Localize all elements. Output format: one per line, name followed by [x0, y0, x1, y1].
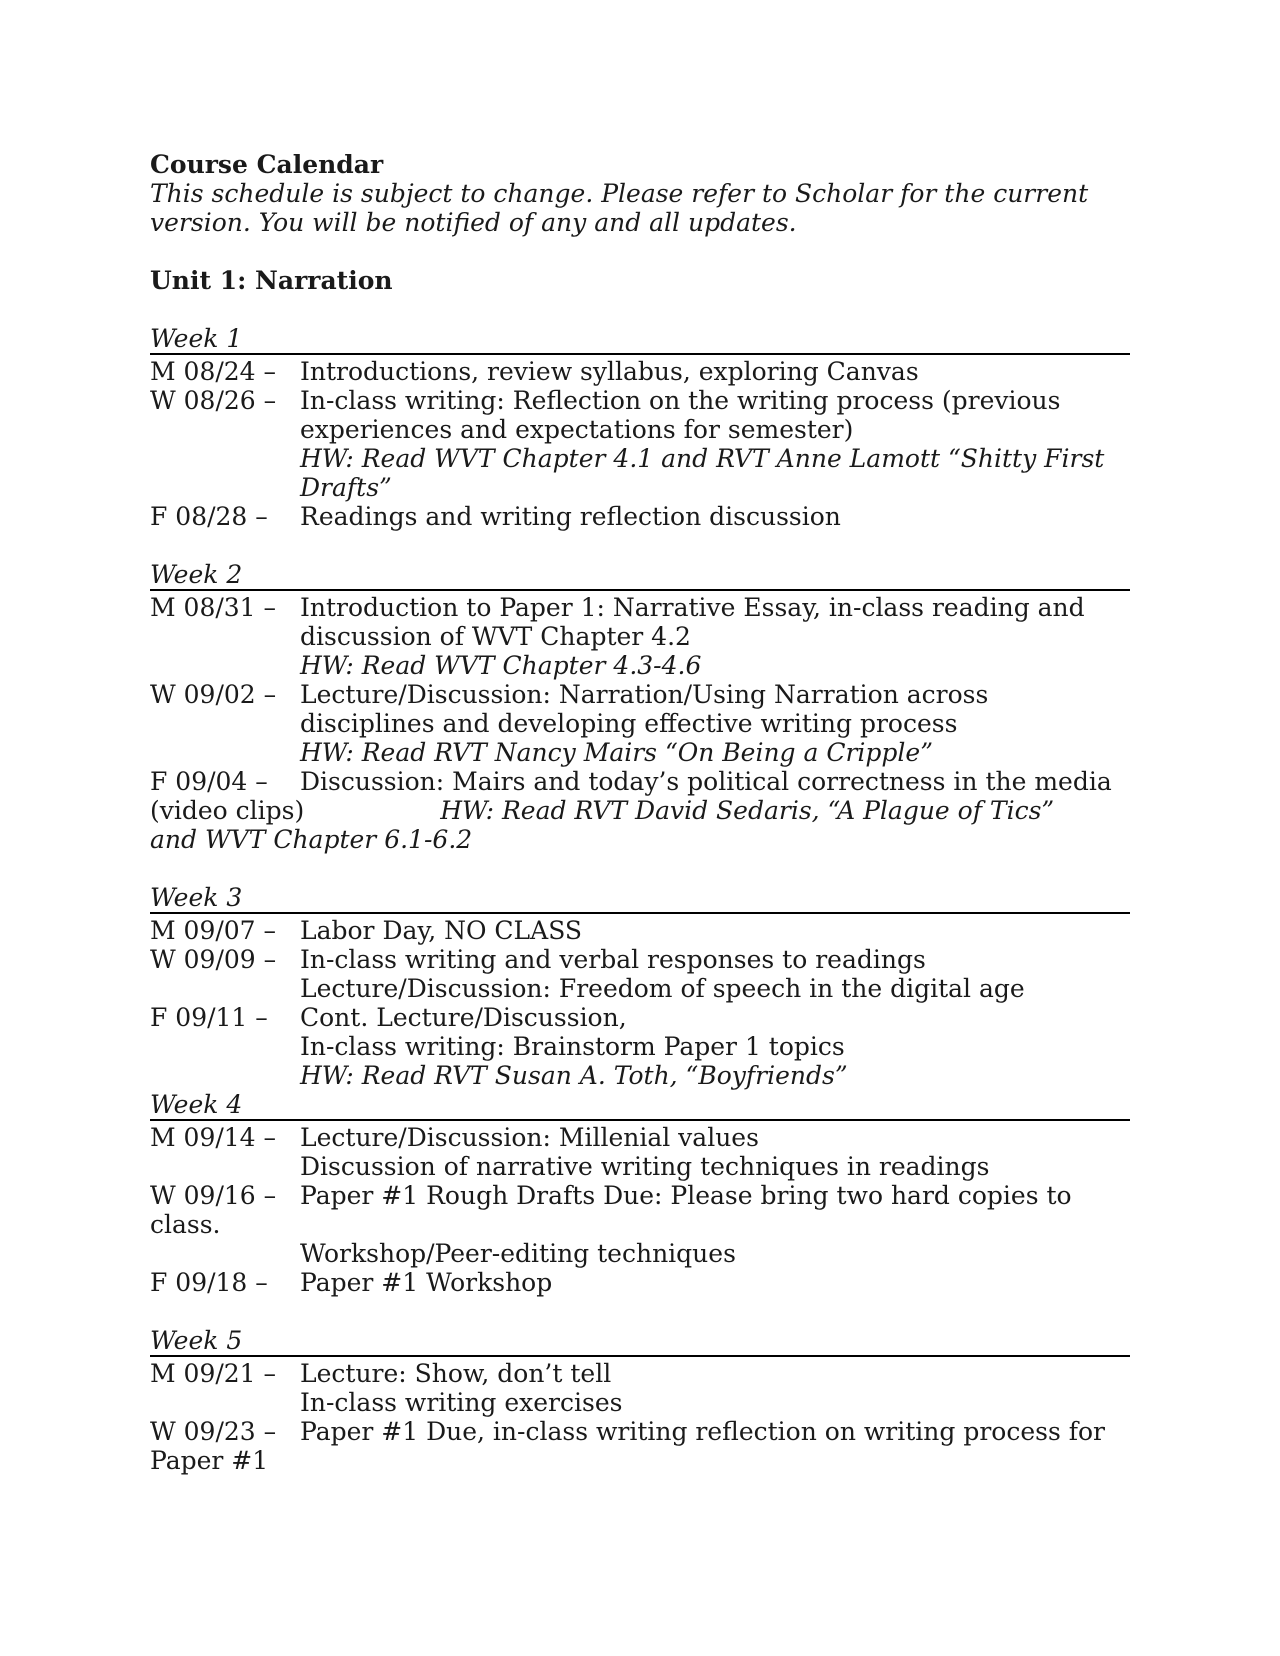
description-line: Lecture: Show, don’t tell — [300, 1359, 612, 1388]
class-description — [300, 1181, 1130, 1210]
class-description — [300, 1268, 1130, 1297]
schedule-row — [150, 767, 1130, 796]
class-date: M 09/07 – — [150, 916, 277, 945]
week-heading: Week 2 — [150, 560, 1130, 591]
description-line: Lecture/Discussion: Freedom of speech in the digital age — [300, 974, 1025, 1003]
description-line: Workshop/Peer-editing techniques — [300, 1239, 736, 1268]
week-heading: Week 3 — [150, 883, 1130, 914]
homework-line: and WVT Chapter 6.1-6.2 — [150, 825, 473, 854]
class-description — [300, 502, 1130, 531]
description-line: In-class writing: Brainstorm Paper 1 topics — [300, 1032, 845, 1061]
class-date: M 08/31 – — [150, 593, 277, 622]
schedule-row — [150, 502, 1130, 531]
week-5 — [150, 1326, 1130, 1475]
schedule-row — [150, 1417, 1130, 1446]
description-line: disciplines and developing effective writing process — [300, 709, 958, 738]
class-date: F 08/28 – — [150, 502, 268, 531]
unit-title: Unit 1: Narration — [150, 266, 393, 295]
schedule-row — [150, 1003, 1130, 1090]
week-heading: Week 1 — [150, 324, 1130, 355]
class-description — [300, 680, 1130, 767]
schedule-row — [150, 945, 1130, 1003]
description-line: Readings and writing reflection discussion — [300, 502, 841, 531]
week-heading: Week 4 — [150, 1090, 1130, 1121]
schedule-row-continued — [150, 1239, 1130, 1268]
class-date: M 09/21 – — [150, 1359, 277, 1388]
schedule-notice — [150, 179, 1130, 237]
class-date: W 09/16 – — [150, 1181, 277, 1210]
week-4 — [150, 1090, 1130, 1297]
notice-line: This schedule is subject to change. Please refer to Scholar for the current — [150, 179, 1089, 208]
class-date: F 09/11 – — [150, 1003, 268, 1032]
description-wrap: (video clips) — [150, 796, 305, 825]
schedule-row — [150, 357, 1130, 386]
class-date: W 08/26 – — [150, 386, 277, 415]
class-date: W 09/09 – — [150, 945, 277, 974]
description-line: experiences and expectations for semester) — [300, 415, 854, 444]
class-date: M 08/24 – — [150, 357, 277, 386]
class-date: M 09/14 – — [150, 1123, 277, 1152]
schedule-row — [150, 680, 1130, 767]
class-date: F 09/04 – — [150, 767, 268, 796]
description-line: Introductions, review syllabus, exploring Canvas — [300, 357, 919, 386]
class-description — [300, 767, 1130, 796]
schedule-row — [150, 593, 1130, 680]
description-line: Introduction to Paper 1: Narrative Essay, in-class reading and — [300, 593, 1085, 622]
schedule-row — [150, 386, 1130, 502]
description-line: In-class writing: Reflection on the writing process (previous — [300, 386, 1061, 415]
description-line: Paper #1 Due, in-class writing reflection on writing process for — [300, 1417, 1105, 1446]
notice-line: version. You will be notified of any and all updates. — [150, 208, 797, 237]
page-title: Course Calendar — [150, 150, 384, 179]
homework-line: HW: Read RVT Nancy Mairs “On Being a Cripple” — [300, 738, 933, 767]
homework-line: Drafts” — [300, 473, 392, 502]
class-description — [300, 1239, 1130, 1268]
schedule-row — [150, 916, 1130, 945]
class-date: F 09/18 – — [150, 1268, 268, 1297]
week-heading: Week 5 — [150, 1326, 1130, 1357]
class-description — [300, 1359, 1130, 1417]
class-description — [300, 1123, 1130, 1181]
description-line: Labor Day, NO CLASS — [300, 916, 583, 945]
description-line: In-class writing exercises — [300, 1388, 623, 1417]
homework-line: HW: Read WVT Chapter 4.3-4.6 — [300, 651, 702, 680]
schedule-row — [150, 1123, 1130, 1181]
class-date: W 09/02 – — [150, 680, 277, 709]
description-line: Lecture/Discussion: Narration/Using Narration across — [300, 680, 989, 709]
homework-line: HW: Read RVT David Sedaris, “A Plague of Tics” — [440, 796, 1055, 825]
description-line: In-class writing and verbal responses to readings — [300, 945, 926, 974]
homework-line: HW: Read WVT Chapter 4.1 and RVT Anne Lamott “Shitty First — [300, 444, 1105, 473]
class-description — [300, 916, 1130, 945]
description-line: discussion of WVT Chapter 4.2 — [300, 622, 691, 651]
class-description — [300, 1417, 1130, 1446]
description-wrap: Paper #1 — [150, 1446, 269, 1475]
homework-line: HW: Read RVT Susan A. Toth, “Boyfriends” — [300, 1061, 848, 1090]
class-description — [300, 945, 1130, 1003]
description-wrap: class. — [150, 1210, 221, 1239]
week-2 — [150, 560, 1130, 854]
description-line: Paper #1 Workshop — [300, 1268, 553, 1297]
class-description — [300, 1003, 1130, 1090]
description-line: Discussion: Mairs and today’s political correctness in the media — [300, 767, 1112, 796]
class-description — [300, 386, 1130, 502]
course-calendar — [150, 150, 1130, 1475]
description-line: Paper #1 Rough Drafts Due: Please bring two hard copies to — [300, 1181, 1072, 1210]
week-3 — [150, 883, 1130, 1090]
description-line: Cont. Lecture/Discussion, — [300, 1003, 627, 1032]
wrapped-line — [150, 796, 1130, 825]
class-date: W 09/23 – — [150, 1417, 277, 1446]
week-1 — [150, 324, 1130, 531]
schedule-row — [150, 1268, 1130, 1297]
schedule-row — [150, 1359, 1130, 1417]
description-line: Discussion of narrative writing techniques in readings — [300, 1152, 990, 1181]
description-line: Lecture/Discussion: Millenial values — [300, 1123, 759, 1152]
class-description — [300, 357, 1130, 386]
class-description — [300, 593, 1130, 680]
schedule-row — [150, 1181, 1130, 1210]
